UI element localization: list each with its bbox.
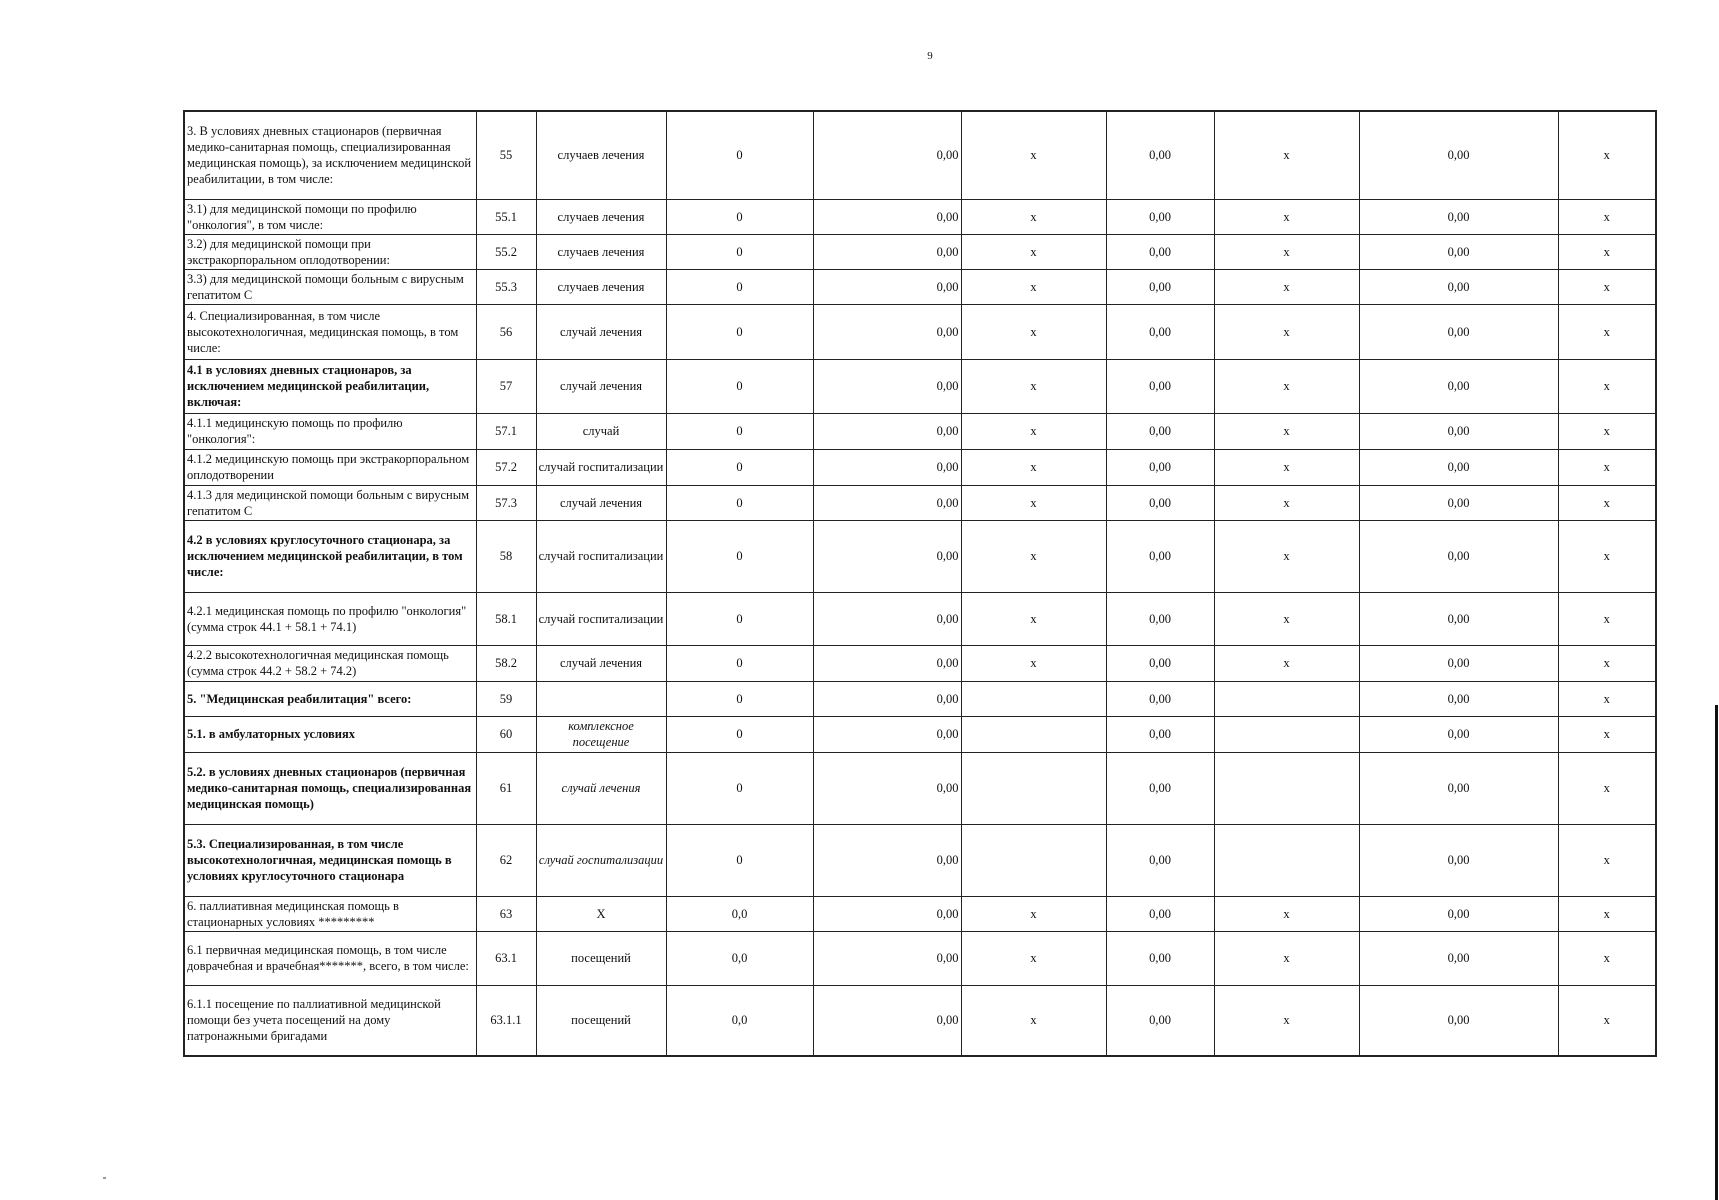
row-name: 5. "Медицинская реабилитация" всего: bbox=[184, 681, 476, 716]
row-value-col9: 0,00 bbox=[1359, 681, 1558, 716]
row-value-col10: x bbox=[1558, 645, 1656, 681]
row-value-col10: x bbox=[1558, 485, 1656, 520]
row-value-col6 bbox=[961, 824, 1106, 896]
row-value-col9: 0,00 bbox=[1359, 234, 1558, 269]
row-value-col7: 0,00 bbox=[1106, 520, 1214, 592]
row-unit: посещений bbox=[536, 931, 666, 985]
row-name: 4.2 в условиях круглосуточного стационара, за исключением медицинской реабилитации, в том числе: bbox=[184, 520, 476, 592]
row-unit: случай bbox=[536, 413, 666, 449]
row-value-col4: 0 bbox=[666, 592, 813, 645]
row-value-col6: x bbox=[961, 234, 1106, 269]
row-unit: случай госпитализации bbox=[536, 449, 666, 485]
row-value-col5: 0,00 bbox=[813, 485, 961, 520]
row-unit: Х bbox=[536, 896, 666, 931]
row-code: 59 bbox=[476, 681, 536, 716]
row-value-col10: x bbox=[1558, 752, 1656, 824]
row-value-col10: x bbox=[1558, 234, 1656, 269]
table-row bbox=[184, 485, 1656, 520]
row-unit: случаев лечения bbox=[536, 269, 666, 304]
table-row bbox=[184, 824, 1656, 896]
row-value-col5: 0,00 bbox=[813, 645, 961, 681]
row-code: 55 bbox=[476, 111, 536, 199]
row-name: 5.1. в амбулаторных условиях bbox=[184, 716, 476, 752]
row-value-col7: 0,00 bbox=[1106, 485, 1214, 520]
row-value-col4: 0 bbox=[666, 413, 813, 449]
table-row bbox=[184, 199, 1656, 234]
row-value-col10: x bbox=[1558, 269, 1656, 304]
row-unit: случай госпитализации bbox=[536, 824, 666, 896]
table-row bbox=[184, 592, 1656, 645]
table-row bbox=[184, 269, 1656, 304]
row-value-col7: 0,00 bbox=[1106, 111, 1214, 199]
row-value-col4: 0 bbox=[666, 199, 813, 234]
row-value-col10: x bbox=[1558, 716, 1656, 752]
row-unit: случаев лечения bbox=[536, 234, 666, 269]
row-value-col5: 0,00 bbox=[813, 269, 961, 304]
scan-speck bbox=[103, 1177, 106, 1179]
row-value-col10: x bbox=[1558, 931, 1656, 985]
row-code: 57.1 bbox=[476, 413, 536, 449]
row-value-col6: x bbox=[961, 269, 1106, 304]
row-value-col9: 0,00 bbox=[1359, 413, 1558, 449]
table-row bbox=[184, 359, 1656, 413]
row-name: 3.1) для медицинской помощи по профилю "онкология", в том числе: bbox=[184, 199, 476, 234]
row-value-col7: 0,00 bbox=[1106, 931, 1214, 985]
row-unit: случай лечения bbox=[536, 304, 666, 359]
row-value-col5: 0,00 bbox=[813, 111, 961, 199]
row-value-col8 bbox=[1214, 752, 1359, 824]
row-value-col6: x bbox=[961, 359, 1106, 413]
row-value-col5: 0,00 bbox=[813, 449, 961, 485]
row-value-col9: 0,00 bbox=[1359, 449, 1558, 485]
row-value-col9: 0,00 bbox=[1359, 111, 1558, 199]
row-value-col8: x bbox=[1214, 359, 1359, 413]
row-value-col8: x bbox=[1214, 234, 1359, 269]
row-value-col7: 0,00 bbox=[1106, 592, 1214, 645]
row-unit: случай госпитализации bbox=[536, 520, 666, 592]
row-value-col6 bbox=[961, 752, 1106, 824]
row-unit: комплексное посещение bbox=[536, 716, 666, 752]
row-unit: случай госпитализации bbox=[536, 592, 666, 645]
row-name: 3.2) для медицинской помощи при экстракорпоральном оплодотворении: bbox=[184, 234, 476, 269]
row-value-col8: x bbox=[1214, 199, 1359, 234]
row-value-col5: 0,00 bbox=[813, 681, 961, 716]
row-value-col5: 0,00 bbox=[813, 896, 961, 931]
table-row bbox=[184, 520, 1656, 592]
row-value-col10: x bbox=[1558, 304, 1656, 359]
row-name: 4.1.1 медицинскую помощь по профилю "онкология": bbox=[184, 413, 476, 449]
row-value-col10: x bbox=[1558, 413, 1656, 449]
row-value-col10: x bbox=[1558, 449, 1656, 485]
row-value-col8: x bbox=[1214, 985, 1359, 1056]
table-row bbox=[184, 985, 1656, 1056]
row-value-col7: 0,00 bbox=[1106, 413, 1214, 449]
row-code: 57.3 bbox=[476, 485, 536, 520]
row-value-col4: 0 bbox=[666, 359, 813, 413]
row-value-col8: x bbox=[1214, 896, 1359, 931]
row-name: 6.1.1 посещение по паллиативной медицинской помощи без учета посещений на дому патронажными бригадами bbox=[184, 985, 476, 1056]
row-value-col8 bbox=[1214, 681, 1359, 716]
row-code: 55.1 bbox=[476, 199, 536, 234]
row-value-col4: 0 bbox=[666, 824, 813, 896]
row-code: 58.2 bbox=[476, 645, 536, 681]
row-value-col10: x bbox=[1558, 199, 1656, 234]
row-value-col8: x bbox=[1214, 269, 1359, 304]
row-value-col9: 0,00 bbox=[1359, 485, 1558, 520]
table-row bbox=[184, 304, 1656, 359]
row-value-col10: x bbox=[1558, 681, 1656, 716]
row-value-col10: x bbox=[1558, 824, 1656, 896]
row-value-col6: x bbox=[961, 485, 1106, 520]
row-value-col7: 0,00 bbox=[1106, 304, 1214, 359]
row-value-col10: x bbox=[1558, 520, 1656, 592]
table-row bbox=[184, 234, 1656, 269]
row-value-col4: 0 bbox=[666, 449, 813, 485]
row-code: 55.2 bbox=[476, 234, 536, 269]
table-row bbox=[184, 716, 1656, 752]
row-value-col6: x bbox=[961, 449, 1106, 485]
row-value-col4: 0,0 bbox=[666, 896, 813, 931]
row-code: 62 bbox=[476, 824, 536, 896]
row-value-col5: 0,00 bbox=[813, 985, 961, 1056]
row-value-col8: x bbox=[1214, 520, 1359, 592]
row-value-col6: x bbox=[961, 520, 1106, 592]
form-table bbox=[183, 110, 1657, 1057]
row-unit bbox=[536, 681, 666, 716]
row-value-col8: x bbox=[1214, 413, 1359, 449]
row-value-col9: 0,00 bbox=[1359, 645, 1558, 681]
row-value-col7: 0,00 bbox=[1106, 824, 1214, 896]
row-value-col8: x bbox=[1214, 931, 1359, 985]
table-row bbox=[184, 681, 1656, 716]
row-value-col9: 0,00 bbox=[1359, 716, 1558, 752]
table-row bbox=[184, 111, 1656, 199]
table-row bbox=[184, 645, 1656, 681]
row-value-col4: 0,0 bbox=[666, 931, 813, 985]
row-unit: посещений bbox=[536, 985, 666, 1056]
row-value-col7: 0,00 bbox=[1106, 269, 1214, 304]
row-value-col5: 0,00 bbox=[813, 234, 961, 269]
row-value-col8: x bbox=[1214, 592, 1359, 645]
row-value-col4: 0 bbox=[666, 234, 813, 269]
row-value-col6: x bbox=[961, 111, 1106, 199]
row-value-col4: 0 bbox=[666, 520, 813, 592]
row-value-col4: 0 bbox=[666, 681, 813, 716]
row-value-col5: 0,00 bbox=[813, 520, 961, 592]
row-value-col7: 0,00 bbox=[1106, 985, 1214, 1056]
row-value-col7: 0,00 bbox=[1106, 234, 1214, 269]
row-value-col6: x bbox=[961, 413, 1106, 449]
row-unit: случай лечения bbox=[536, 359, 666, 413]
row-value-col7: 0,00 bbox=[1106, 199, 1214, 234]
table-row bbox=[184, 896, 1656, 931]
row-value-col6: x bbox=[961, 592, 1106, 645]
row-value-col7: 0,00 bbox=[1106, 752, 1214, 824]
row-value-col7: 0,00 bbox=[1106, 449, 1214, 485]
row-value-col8 bbox=[1214, 716, 1359, 752]
row-unit: случай лечения bbox=[536, 645, 666, 681]
row-name: 6.1 первичная медицинская помощь, в том числе доврачебная и врачебная*******, всего, в том числе: bbox=[184, 931, 476, 985]
row-value-col7: 0,00 bbox=[1106, 645, 1214, 681]
row-value-col6: x bbox=[961, 985, 1106, 1056]
row-code: 58.1 bbox=[476, 592, 536, 645]
row-value-col5: 0,00 bbox=[813, 824, 961, 896]
row-value-col8: x bbox=[1214, 645, 1359, 681]
row-value-col7: 0,00 bbox=[1106, 681, 1214, 716]
row-value-col5: 0,00 bbox=[813, 931, 961, 985]
row-name: 4.2.1 медицинская помощь по профилю "онкология" (сумма строк 44.1 + 58.1 + 74.1) bbox=[184, 592, 476, 645]
row-code: 58 bbox=[476, 520, 536, 592]
row-unit: случаев лечения bbox=[536, 111, 666, 199]
row-value-col6: x bbox=[961, 199, 1106, 234]
row-value-col9: 0,00 bbox=[1359, 359, 1558, 413]
row-value-col6: x bbox=[961, 896, 1106, 931]
row-value-col4: 0 bbox=[666, 752, 813, 824]
row-name: 5.3. Специализированная, в том числе высокотехнологичная, медицинская помощь в условиях круглосуточного стационара bbox=[184, 824, 476, 896]
row-unit: случай лечения bbox=[536, 752, 666, 824]
row-value-col5: 0,00 bbox=[813, 413, 961, 449]
row-value-col8: x bbox=[1214, 485, 1359, 520]
row-code: 63.1.1 bbox=[476, 985, 536, 1056]
row-name: 3. В условиях дневных стационаров (первичная медико-санитарная помощь, специализированная медицинская помощь), за исключением медицинской реабилитации, в том числе: bbox=[184, 111, 476, 199]
row-value-col10: x bbox=[1558, 359, 1656, 413]
row-value-col7: 0,00 bbox=[1106, 896, 1214, 931]
row-value-col5: 0,00 bbox=[813, 199, 961, 234]
row-value-col7: 0,00 bbox=[1106, 359, 1214, 413]
row-value-col8: x bbox=[1214, 449, 1359, 485]
row-code: 60 bbox=[476, 716, 536, 752]
row-value-col5: 0,00 bbox=[813, 304, 961, 359]
row-code: 56 bbox=[476, 304, 536, 359]
row-value-col6 bbox=[961, 716, 1106, 752]
row-value-col10: x bbox=[1558, 985, 1656, 1056]
row-value-col5: 0,00 bbox=[813, 592, 961, 645]
row-code: 57 bbox=[476, 359, 536, 413]
scan-margin-bar bbox=[1715, 705, 1718, 1200]
row-value-col4: 0 bbox=[666, 269, 813, 304]
row-name: 6. паллиативная медицинская помощь в стационарных условиях ********* bbox=[184, 896, 476, 931]
row-value-col9: 0,00 bbox=[1359, 199, 1558, 234]
row-value-col4: 0 bbox=[666, 716, 813, 752]
row-value-col10: x bbox=[1558, 111, 1656, 199]
table-body bbox=[184, 111, 1656, 1056]
row-value-col5: 0,00 bbox=[813, 716, 961, 752]
row-name: 4.1.2 медицинскую помощь при экстракорпоральном оплодотворении bbox=[184, 449, 476, 485]
row-value-col8: x bbox=[1214, 111, 1359, 199]
row-unit: случай лечения bbox=[536, 485, 666, 520]
row-name: 4. Специализированная, в том числе высокотехнологичная, медицинская помощь, в том числе: bbox=[184, 304, 476, 359]
row-value-col6: x bbox=[961, 304, 1106, 359]
row-value-col6: x bbox=[961, 645, 1106, 681]
table-row bbox=[184, 449, 1656, 485]
row-value-col10: x bbox=[1558, 592, 1656, 645]
row-value-col9: 0,00 bbox=[1359, 269, 1558, 304]
row-value-col4: 0,0 bbox=[666, 985, 813, 1056]
table-row bbox=[184, 931, 1656, 985]
row-name: 4.1.3 для медицинской помощи больным с вирусным гепатитом С bbox=[184, 485, 476, 520]
row-name: 4.2.2 высокотехнологичная медицинская помощь (сумма строк 44.2 + 58.2 + 74.2) bbox=[184, 645, 476, 681]
row-value-col4: 0 bbox=[666, 485, 813, 520]
row-code: 63 bbox=[476, 896, 536, 931]
page-number: 9 bbox=[927, 50, 933, 62]
row-value-col9: 0,00 bbox=[1359, 592, 1558, 645]
row-value-col9: 0,00 bbox=[1359, 752, 1558, 824]
row-value-col6 bbox=[961, 681, 1106, 716]
row-value-col9: 0,00 bbox=[1359, 931, 1558, 985]
table-row bbox=[184, 752, 1656, 824]
row-value-col8 bbox=[1214, 824, 1359, 896]
row-value-col4: 0 bbox=[666, 645, 813, 681]
row-value-col9: 0,00 bbox=[1359, 824, 1558, 896]
row-value-col5: 0,00 bbox=[813, 752, 961, 824]
row-value-col7: 0,00 bbox=[1106, 716, 1214, 752]
row-name: 3.3) для медицинской помощи больным с вирусным гепатитом С bbox=[184, 269, 476, 304]
table-row bbox=[184, 413, 1656, 449]
row-code: 55.3 bbox=[476, 269, 536, 304]
row-unit: случаев лечения bbox=[536, 199, 666, 234]
row-value-col9: 0,00 bbox=[1359, 985, 1558, 1056]
row-value-col6: x bbox=[961, 931, 1106, 985]
row-value-col9: 0,00 bbox=[1359, 304, 1558, 359]
row-value-col5: 0,00 bbox=[813, 359, 961, 413]
row-name: 4.1 в условиях дневных стационаров, за исключением медицинской реабилитации, включая: bbox=[184, 359, 476, 413]
row-value-col9: 0,00 bbox=[1359, 896, 1558, 931]
row-value-col8: x bbox=[1214, 304, 1359, 359]
row-name: 5.2. в условиях дневных стационаров (первичная медико-санитарная помощь, специализированная медицинская помощь) bbox=[184, 752, 476, 824]
row-value-col4: 0 bbox=[666, 304, 813, 359]
row-value-col10: x bbox=[1558, 896, 1656, 931]
row-code: 61 bbox=[476, 752, 536, 824]
row-value-col4: 0 bbox=[666, 111, 813, 199]
row-code: 57.2 bbox=[476, 449, 536, 485]
row-value-col9: 0,00 bbox=[1359, 520, 1558, 592]
row-code: 63.1 bbox=[476, 931, 536, 985]
